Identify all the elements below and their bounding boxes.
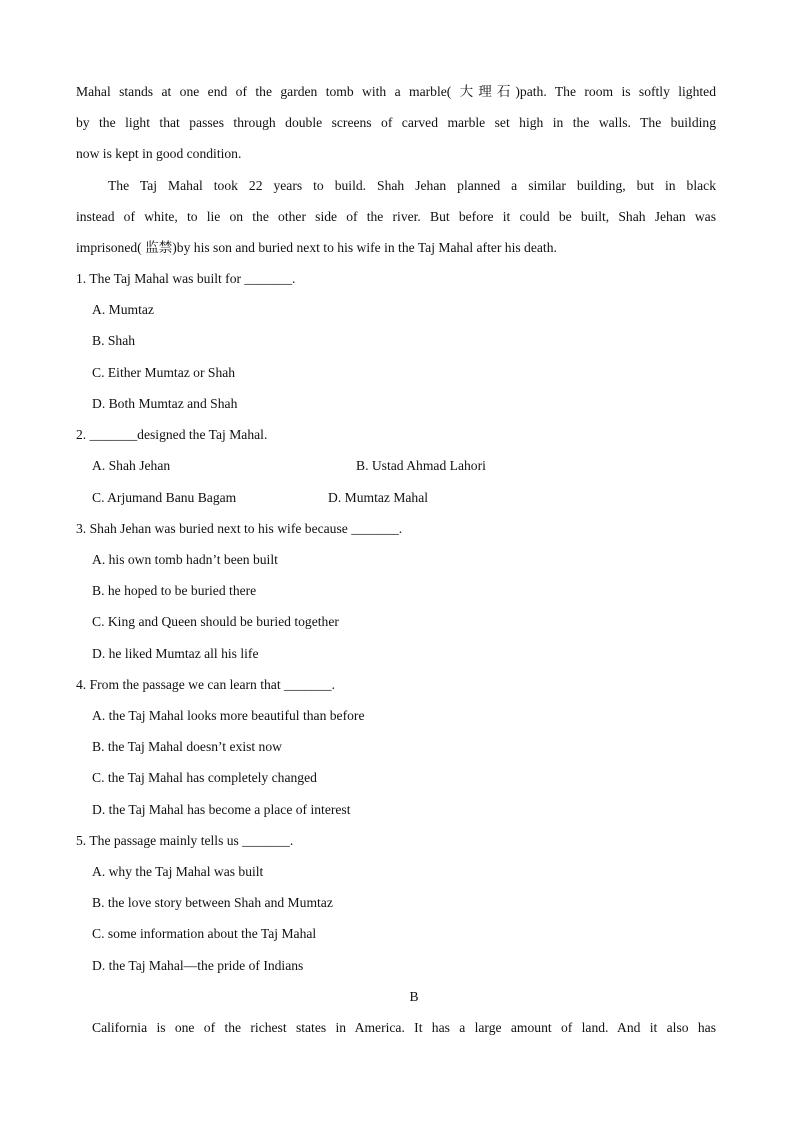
passage-line: Mahal stands at one end of the garden tomb with a marble( 大理石)path. The room is softly lighted bbox=[76, 84, 716, 99]
answer-option: A. Mumtaz bbox=[92, 302, 154, 317]
answer-option: B. Ustad Ahmad Lahori bbox=[356, 458, 486, 473]
answer-option: D. he liked Mumtaz all his life bbox=[92, 646, 259, 661]
answer-option: A. Shah Jehan bbox=[92, 458, 171, 473]
answer-option: C. the Taj Mahal has completely changed bbox=[92, 770, 317, 785]
answer-option: C. King and Queen should be buried together bbox=[92, 614, 339, 629]
passage-line: The Taj Mahal took 22 years to build. Shah Jehan planned a similar building, but in black bbox=[108, 178, 716, 193]
answer-option: C. some information about the Taj Mahal bbox=[92, 926, 317, 941]
answer-option: B. the love story between Shah and Mumtaz bbox=[92, 895, 333, 910]
answer-option: D. the Taj Mahal—the pride of Indians bbox=[92, 958, 304, 973]
answer-option: B. the Taj Mahal doesn’t exist now bbox=[92, 739, 282, 754]
question-stem: 2. _______designed the Taj Mahal. bbox=[76, 427, 268, 442]
passage-line: by the light that passes through double screens of carved marble set high in the walls. The building bbox=[76, 115, 716, 130]
question-stem: 3. Shah Jehan was buried next to his wife because _______. bbox=[76, 521, 403, 536]
question-stem: 4. From the passage we can learn that _______. bbox=[76, 677, 335, 692]
question-stem: 5. The passage mainly tells us _______. bbox=[76, 833, 294, 848]
answer-option: C. Arjumand Banu Bagam bbox=[92, 490, 237, 505]
passage-line: imprisoned( 监禁)by his son and buried next to his wife in the Taj Mahal after his death. bbox=[76, 240, 557, 255]
answer-option: D. Mumtaz Mahal bbox=[328, 490, 429, 505]
passage-line: now is kept in good condition. bbox=[76, 146, 242, 161]
answer-option: A. why the Taj Mahal was built bbox=[92, 864, 264, 879]
passage-line: instead of white, to lie on the other side of the river. But before it could be built, Shah Jehan was bbox=[76, 209, 716, 224]
answer-option: B. Shah bbox=[92, 333, 136, 348]
answer-option: B. he hoped to be buried there bbox=[92, 583, 257, 598]
answer-option: D. the Taj Mahal has become a place of interest bbox=[92, 802, 351, 817]
answer-option: A. the Taj Mahal looks more beautiful than before bbox=[92, 708, 365, 723]
answer-option: C. Either Mumtaz or Shah bbox=[92, 365, 236, 380]
passage-line: California is one of the richest states in America. It has a large amount of land. And it also has bbox=[92, 1020, 716, 1035]
question-stem: 1. The Taj Mahal was built for _______. bbox=[76, 271, 296, 286]
answer-option: A. his own tomb hadn’t been built bbox=[92, 552, 278, 567]
section-heading: B bbox=[409, 989, 419, 1004]
answer-option: D. Both Mumtaz and Shah bbox=[92, 396, 238, 411]
